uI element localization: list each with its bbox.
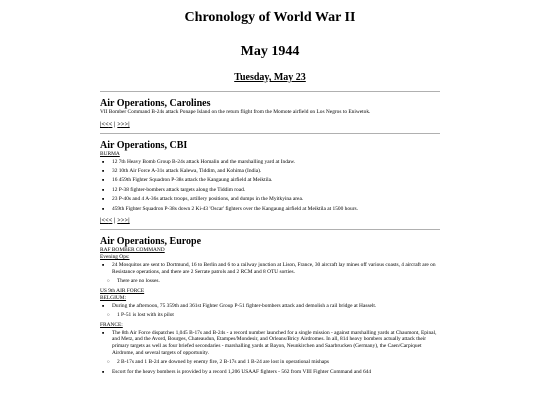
subheading-belgium: BELGIUM: xyxy=(100,294,127,301)
site-title: Chronology of World War II xyxy=(184,10,356,25)
nav-prev-link[interactable]: < xyxy=(108,121,113,128)
date-heading[interactable]: Tuesday, May 23 xyxy=(234,72,306,83)
list-item: ■ 23 P-40s and 4 A-36s attack troops, artillery positions, and dumps in the Myitkyina area. xyxy=(109,196,440,203)
us9-notes xyxy=(100,312,440,319)
month-heading: May 1944 xyxy=(240,44,300,59)
nav-prev-link[interactable]: < xyxy=(108,218,113,225)
list-item: ■ Escort for the heavy bombers is provided by a record 1,206 USAAF fighters - 562 from VIII Fighter Command and 644 xyxy=(109,369,440,376)
divider xyxy=(100,91,440,92)
list-item: ○ 2 B-17s and 1 B-24 are downed by enemy fire, 2 B-17s and 1 B-24 are lost in operational mishaps xyxy=(114,359,440,366)
list-item: ■ 12 P-38 fighter-bombers attack targets along the Tiddim road. xyxy=(109,187,440,194)
france-notes xyxy=(100,359,440,366)
us9-list xyxy=(100,303,440,310)
cbi-list xyxy=(100,159,440,213)
subheading-burma: BURMA xyxy=(100,150,120,157)
us9-block xyxy=(100,288,440,319)
list-item: ○ 1 P-51 is lost with its pilot xyxy=(114,312,440,319)
list-item: ■ 24 Mosquitos are sent to Dortmund, 16 to Berlin and 6 to a railway junction at Lison, France, 30 aircraft lay mines off various coasts, 4 aircraft are on Resistance operations, and there are 2 Serrate patrols and 2 RCM and 8 OTU sorties. xyxy=(109,262,440,276)
subheading-evening-ops: Evening Ops: xyxy=(100,254,130,261)
raf-list xyxy=(100,262,440,276)
section-title-carolines: Air Operations, Carolines xyxy=(100,98,211,109)
raf-block xyxy=(100,247,440,285)
list-item: ■ During the afternoon, 75 359th and 361st Fighter Group P-51 fighter-bombers attack and demolish a rail bridge at Hasselt. xyxy=(109,303,440,310)
nav-last-link[interactable]: >>| xyxy=(120,218,130,225)
subheading-france: FRANCE: xyxy=(100,321,123,328)
list-item: ○ There are no losses. xyxy=(114,278,440,285)
nav-bar xyxy=(100,217,440,225)
france-list-2 xyxy=(100,369,440,376)
nav-next-link[interactable]: > xyxy=(117,218,121,225)
france-block xyxy=(100,322,440,376)
nav-first-link[interactable]: |<< xyxy=(100,121,109,128)
page xyxy=(100,0,440,376)
list-item: ■ 12 7th Heavy Bomb Group B-24s attack Homalin and the marshalling yard at Indaw. xyxy=(109,159,440,166)
section-title-europe: Air Operations, Europe xyxy=(100,236,202,248)
list-item: ■ 32 10th Air Force A-31s attack Kalewa, Tiddim, and Kohima (India). xyxy=(109,168,440,175)
divider xyxy=(100,133,440,134)
nav-separator: | xyxy=(114,218,116,225)
subheading-raf: RAF BOMBER COMMAND xyxy=(100,247,165,254)
list-item: ■ 16 459th Fighter Squadron P-38s attack the Kangaung airfield at Meiktila. xyxy=(109,177,440,184)
section-title-cbi: Air Operations, CBI xyxy=(100,139,188,151)
raf-notes xyxy=(100,278,440,285)
list-item: ■ The 8th Air Force dispatches 1,045 B-17s and B-24s - a record number launched for a single mission - against marshalling yards at Chaumont, Epinal, and Metz, and the Avord, Bourges, Chateaudun, Etampes/Mondesir, and Orleans/Bricy Airdromes. In all, 814 heavy bombers actually attack their primary targets as well as four briefed secondaries - marshalling yards at Bayon, Neunkirchen and Saarbrucken (Germany), the Caen/Carpiquet Airdrome, and several targets of opportunity. xyxy=(109,330,440,357)
subheading-us9: US 9th AIR FORCE xyxy=(100,287,145,294)
nav-last-link[interactable]: >>| xyxy=(120,121,130,128)
list-item: ■ 459th Fighter Squadron P-38s down 2 Ki-43 'Oscar' fighters over the Kangaung airfield at Meiktila at 1500 hours. xyxy=(109,206,440,213)
nav-separator: | xyxy=(114,121,116,128)
nav-bar xyxy=(100,121,440,129)
france-list xyxy=(100,330,440,357)
nav-first-link[interactable]: |<< xyxy=(100,218,109,225)
section-text-carolines: VII Bomber Command B-24s attack Ponape Island on the return flight from the Momote airfield on Los Negros to Eniwetok. xyxy=(100,109,371,115)
nav-next-link[interactable]: > xyxy=(117,121,121,128)
divider xyxy=(100,229,440,230)
